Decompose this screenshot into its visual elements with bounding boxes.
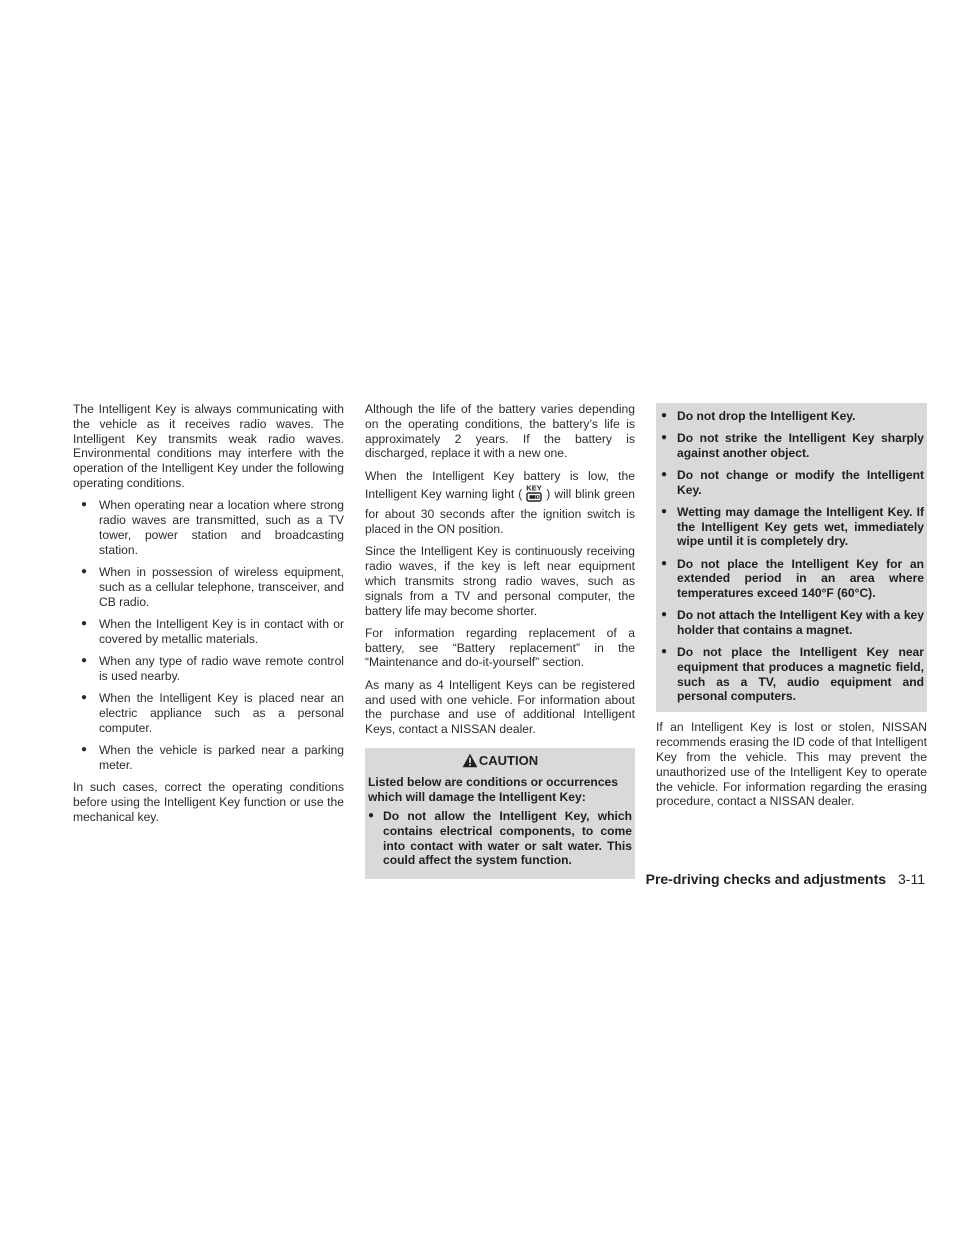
list-item: ● When any type of radio wave remote control is used nearby. [73,654,344,684]
closing-paragraph: In such cases, correct the operating conditions before using the Intelligent Key function or use the mechanical key. [73,780,344,824]
list-item: ● Do not strike the Intelligent Key sharply against another object. [659,431,924,460]
warning-light-text-after: ) will blink green for about 30 seconds after the ignition switch is placed in the ON position. [365,487,635,537]
list-item: ● When in possession of wireless equipment, such as a cellular telephone, transceiver, and CB radio. [73,565,344,609]
column-right [656,402,927,817]
list-item: ● When operating near a location where strong radio waves are transmitted, such as a TV tower, power station and broadcasting station. [73,498,344,557]
caution-box-continued [656,403,927,712]
list-item: ● Do not drop the Intelligent Key. [659,409,924,424]
warning-light-text-before: When the Intelligent Key battery is low, the Intelligent Key warning light ( [365,468,635,502]
battery-life-paragraph: Although the life of the battery varies depending on the operating conditions, the battery’s life is approximately 2 years. If the battery is discharged, replace it with a new one. [365,402,635,461]
list-item: ● Do not attach the Intelligent Key with a key holder that contains a magnet. [659,608,924,637]
caution-list [368,809,632,868]
page-number: 3-11 [898,871,925,887]
list-item: ● When the Intelligent Key is placed near an electric appliance such as a personal computer. [73,691,344,735]
key-icon-label: KEY [526,483,542,493]
intro-paragraph: The Intelligent Key is always communicating with the vehicle as it receives radio waves. The Intelligent Key transmits weak radio waves. Environmental conditions may interfere with the operation of the Intelligent Key under the following operating conditions. [73,402,344,490]
list-item: ● When the Intelligent Key is in contact with or covered by metallic materials. [73,617,344,647]
section-title: Pre-driving checks and adjustments [645,871,887,887]
list-item: ● Do not place the Intelligent Key near equipment that produces a magnetic field, such as a TV, audio equipment and personal computers. [659,645,924,704]
list-item: ● Do not allow the Intelligent Key, which contains electrical components, to come into contact with water or salt water. This could affect the system function. [368,809,632,868]
column-middle [365,402,635,879]
caution-heading [368,751,632,771]
list-item: ● Do not change or modify the Intelligent Key. [659,468,924,497]
column-left [73,402,344,832]
page-footer [646,871,925,887]
caution-title: CAUTION [478,752,539,768]
caution-intro: Listed below are conditions or occurrences which will damage the Intelligent Key: [368,774,619,804]
list-item: ● When the vehicle is parked near a parking meter. [73,743,344,773]
caution-box [365,748,635,879]
key-warning-icon [524,483,544,507]
caution-list-continued [659,409,924,704]
registration-paragraph: As many as 4 Intelligent Keys can be registered and used with one vehicle. For information about the purchase and use of additional Intelligent Keys, contact a NISSAN dealer. [365,677,635,737]
conditions-list [73,498,344,772]
list-item: ● Wetting may damage the Intelligent Key. If the Intelligent Key gets wet, immediately wipe until it is completely dry. [659,505,924,549]
battery-replacement-paragraph: For information regarding replacement of a battery, see “Battery replacement” in the “Maintenance and do-it-yourself” section. [365,625,635,670]
lost-key-paragraph: If an Intelligent Key is lost or stolen, NISSAN recommends erasing the ID code of that Intelligent Key from the vehicle. This may prevent the unauthorized use of the Intelligent Key to operate the vehicle. For information regarding the erasing procedure, contact a NISSAN dealer. [656,720,927,809]
list-item: ● Do not place the Intelligent Key for an extended period in an area where temperatures exceed 140°F (60°C). [659,557,924,601]
warning-triangle-icon [462,753,478,768]
warning-light-paragraph [365,469,635,537]
radio-waves-paragraph: Since the Intelligent Key is continuously receiving radio waves, if the key is left near equipment which transmits strong radio waves, such as signals from a TV and personal computer, the battery life may become shorter. [365,544,635,618]
